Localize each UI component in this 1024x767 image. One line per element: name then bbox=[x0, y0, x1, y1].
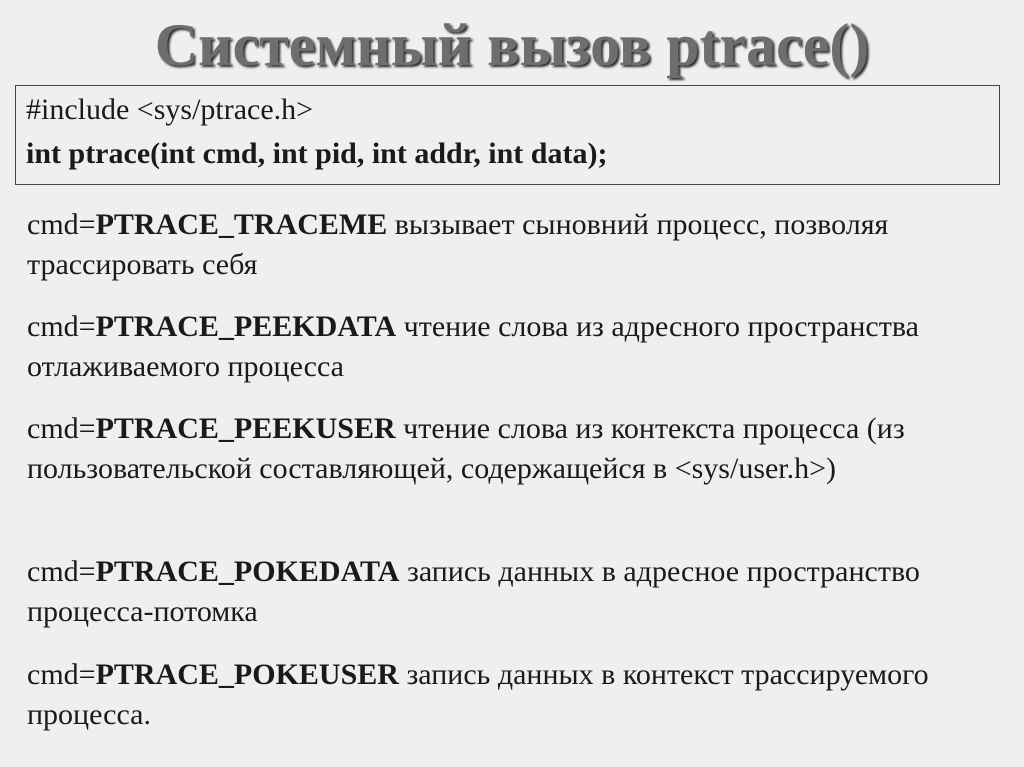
item-pokeuser bbox=[27, 655, 987, 735]
item-prefix: cmd= bbox=[27, 412, 96, 445]
item-description: вызывает сыновний процесс, позволяя трассировать себя bbox=[27, 208, 889, 281]
include-line: #include <sys/ptrace.h> bbox=[26, 93, 314, 126]
item-description: запись данных в адресное пространство процесса-потомка bbox=[27, 555, 920, 628]
item-description: чтение слова из адресного пространства отлаживаемого процесса bbox=[27, 310, 919, 383]
item-command-name: PTRACE_PEEKUSER bbox=[95, 412, 396, 445]
item-prefix: cmd= bbox=[27, 658, 96, 691]
item-description: чтение слова из контекста процесса (из пользовательской составляющей, содержащейся в <sys/user.h>) bbox=[27, 412, 905, 485]
code-box bbox=[15, 85, 1000, 185]
item-command-name: PTRACE_TRACEME bbox=[95, 208, 388, 241]
item-prefix: cmd= bbox=[27, 208, 96, 241]
item-command-name: PTRACE_POKEDATA bbox=[95, 555, 400, 588]
slide-title: Системный вызов ptrace() bbox=[154, 12, 870, 78]
item-description: запись данных в контекст трассируемого процесса. bbox=[27, 658, 929, 731]
item-peekuser bbox=[27, 409, 987, 489]
signature-line: int ptrace(int cmd, int pid, int addr, int data); bbox=[26, 137, 608, 170]
item-prefix: cmd= bbox=[27, 555, 96, 588]
item-traceme bbox=[27, 205, 987, 285]
item-command-name: PTRACE_PEEKDATA bbox=[95, 310, 397, 343]
item-peekdata bbox=[27, 307, 987, 387]
item-prefix: cmd= bbox=[27, 310, 96, 343]
item-command-name: PTRACE_POKEUSER bbox=[95, 658, 399, 691]
item-pokedata bbox=[27, 552, 987, 632]
